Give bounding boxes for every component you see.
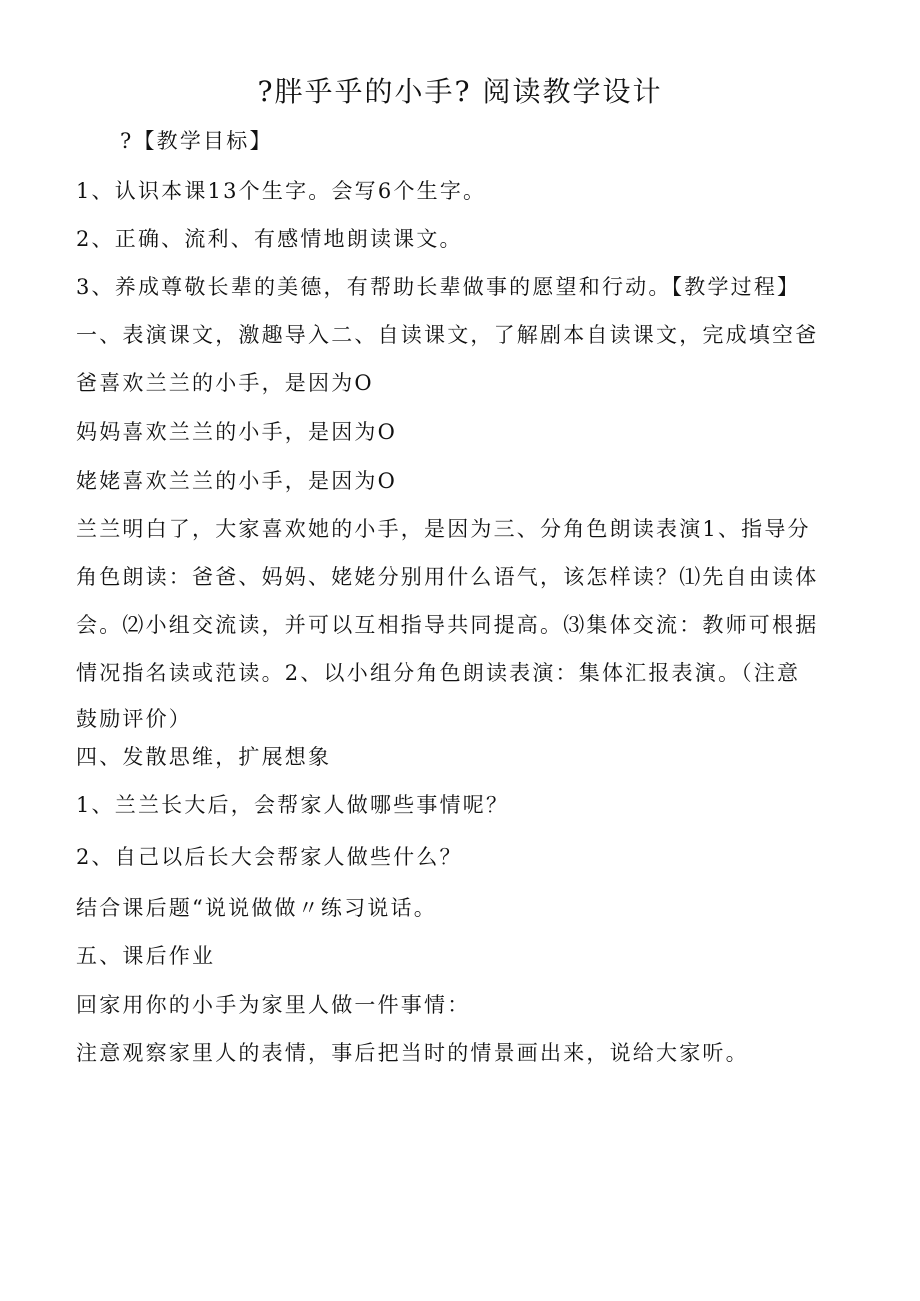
paragraph-line: 结合课后题“说说做做〃练习说话。	[76, 896, 437, 920]
paragraph-line: 一、表演课文，激趣导入二、自读课文，了解剧本自读课文，完成填空爸	[76, 323, 819, 347]
paragraph-line: 会。⑵小组交流读，并可以互相指导共同提高。⑶集体交流：教师可根据	[76, 613, 819, 637]
document-title: ?胖乎乎的小手? 阅读教学设计	[257, 75, 663, 108]
paragraph-line: 鼓励评价）	[76, 707, 192, 731]
paragraph-line: 情况指名读或范读。2、以小组分角色朗读表演：集体汇报表演。（注意	[76, 661, 801, 685]
paragraph-line: 1、兰兰长大后，会帮家人做哪些事情呢？	[76, 793, 510, 817]
paragraph-line: 2、正确、流利、有感情地朗读课文。	[76, 227, 463, 251]
paragraph-line: 3、养成尊敬长辈的美德，有帮助长辈做事的愿望和行动。【教学过程】	[76, 275, 801, 299]
paragraph-line: 回家用你的小手为家里人做一件事情：	[76, 993, 471, 1017]
paragraph-line: 注意观察家里人的表情，事后把当时的情景画出来，说给大家听。	[76, 1041, 749, 1065]
section-heading-thinking: 四、发散思维，扩展想象	[76, 745, 332, 769]
section-heading-goals: ?【教学目标】	[120, 129, 273, 153]
paragraph-line: 兰兰明白了，大家喜欢她的小手，是因为三、分角色朗读表演1、指导分	[76, 517, 811, 541]
paragraph-line: 姥姥喜欢兰兰的小手，是因为O	[76, 469, 398, 493]
paragraph-line: 爸喜欢兰兰的小手，是因为O	[76, 371, 374, 395]
paragraph-line: 妈妈喜欢兰兰的小手，是因为O	[76, 420, 398, 444]
paragraph-line: 角色朗读：爸爸、妈妈、姥姥分别用什么语气，该怎样读？⑴先自由读体	[76, 565, 819, 589]
paragraph-line: 2、自己以后长大会帮家人做些什么？	[76, 845, 463, 869]
paragraph-line: 1、认识本课13个生字。会写6个生字。	[76, 179, 487, 203]
section-heading-homework: 五、课后作业	[76, 944, 216, 968]
